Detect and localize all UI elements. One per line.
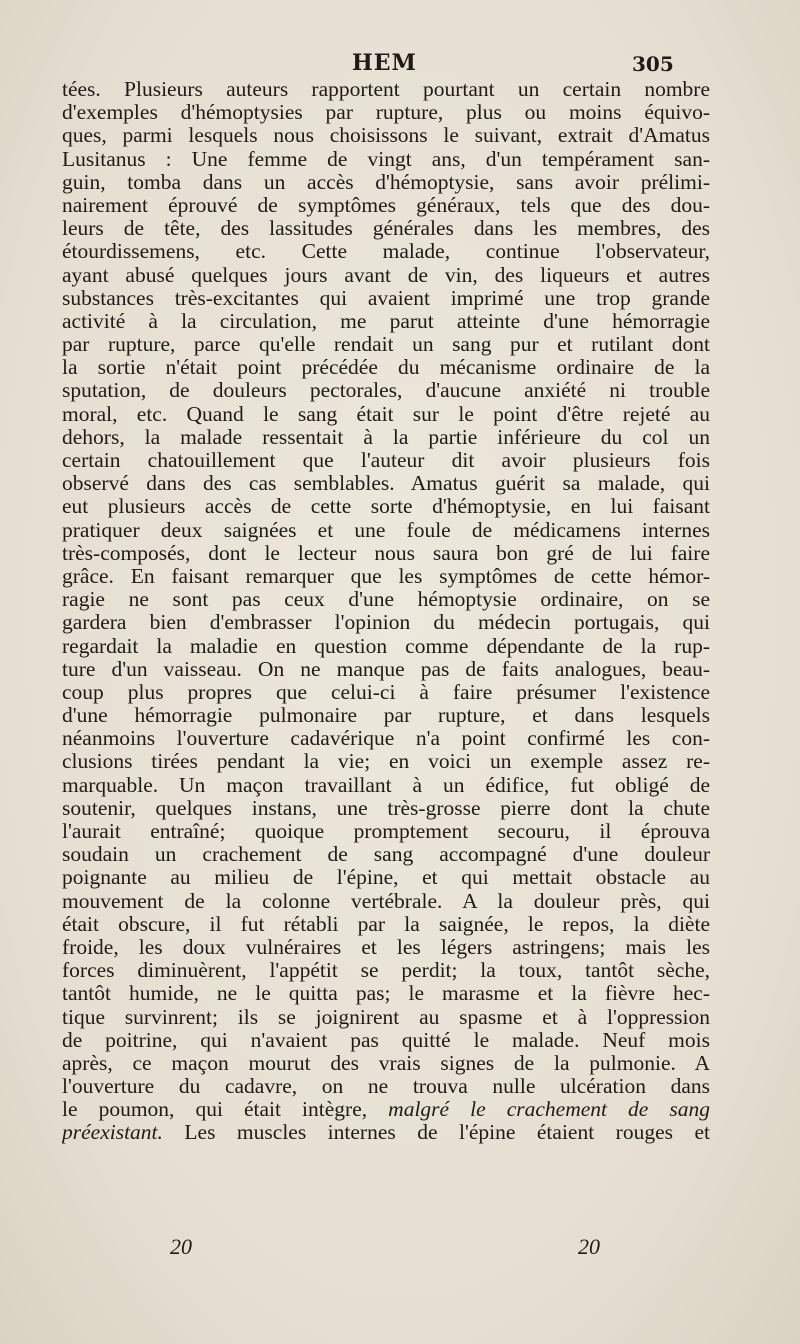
text-line-mixed [62,1098,710,1121]
text-line: guin, tomba dans un accès d'hémoptysie, sans avoir prélimi- [62,170,710,194]
italic-text: malgré le crachement de sang [388,1098,710,1122]
text-line: très-composés, dont le lecteur nous saura bon gré de lui faire [62,541,710,565]
text-line: substances très-excitantes qui avaient imprimé une trop grande [62,286,710,310]
text-line: grâce. En faisant remarquer que les symptômes de cette hémor- [62,564,710,588]
text-line: coup plus propres que celui-ci à faire présumer l'existence [62,680,710,704]
text-line: l'ouverture du cadavre, on ne trouva nulle ulcération dans [62,1075,710,1099]
text-line: activité à la circulation, me parut atteinte d'une hémorragie [62,309,710,333]
text-line: soutenir, quelques instans, une très-grosse pierre dont la chute [62,796,710,820]
text-line: clusions tirées pendant la vie; en voici un exemple assez re- [62,750,710,774]
text-line: de poitrine, qui n'avaient pas quitté le malade. Neuf mois [62,1028,710,1052]
text-line: observé dans des cas semblables. Amatus guérit sa malade, qui [62,472,710,496]
text-line: pratiquer deux saignées et une foule de médicamens internes [62,518,710,542]
text-line-mixed [62,1121,710,1144]
italic-text: préexistant. [62,1121,163,1145]
text-line: la sortie n'était point précédée du mécanisme ordinaire de la [62,356,710,380]
text-line: l'aurait entraîné; quoique promptement secouru, il éprouva [62,820,710,843]
text-line: était obscure, il fut rétabli par la saignée, le repos, la diète [62,912,710,936]
page-number: 305 [632,52,674,76]
text-line: froide, les doux vulnéraires et les légers astringens; mais les [62,935,710,959]
text-line: dehors, la malade ressentait à la partie inférieure du col un [62,425,710,449]
text-line: néanmoins l'ouverture cadavérique n'a point confirmé les con- [62,727,710,751]
text-line: après, ce maçon mourut des vrais signes de la pulmonie. A [62,1051,710,1075]
text-line: leurs de tête, des lassitudes générales dans les membres, des [62,217,710,241]
text-line: eut plusieurs accès de cette sorte d'hémoptysie, en lui faisant [62,495,710,519]
text-line: tées. Plusieurs auteurs rapportent pourtant un certain nombre [62,78,710,101]
text-line: Lusitanus : Une femme de vingt ans, d'un tempérament san- [62,147,710,171]
text-span: le poumon, qui était intègre, [62,1098,389,1122]
text-span: Les muscles internes de l'épine étaient rouges et [162,1121,710,1145]
text-line: regardait la maladie en question comme dépendante de la rup- [62,634,710,658]
text-line: ture d'un vaisseau. On ne manque pas de faits analogues, beau- [62,657,710,681]
text-line: nairement éprouvé de symptômes généraux, tels que des dou- [62,193,710,217]
text-line: étourdissemens, etc. Cette malade, continue l'observateur, [62,240,710,264]
text-line: ayant abusé quelques jours avant de vin, des liqueurs et autres [62,263,710,287]
text-line: ques, parmi lesquels nous choisissons le suivant, extrait d'Amatus [62,124,710,148]
text-line: sputation, de douleurs pectorales, d'aucune anxiété ni trouble [62,379,710,403]
running-title: HEM [352,50,417,76]
signature-mark-right: 20 [578,1234,600,1259]
text-line: tique survinrent; ils se joignirent au spasme et à l'oppression [62,1005,710,1029]
text-line: certain chatouillement que l'auteur dit avoir plusieurs fois [62,449,710,472]
text-line: poignante au milieu de l'épine, et qui mettait obstacle au [62,866,710,890]
text-line: d'une hémorragie pulmonaire par rupture, et dans lesquels [62,704,710,728]
body-text [62,78,710,1145]
text-line: soudain un crachement de sang accompagné d'une douleur [62,843,710,867]
text-line: mouvement de la colonne vertébrale. A la douleur près, qui [62,889,710,913]
signature-mark-left: 20 [170,1234,192,1259]
text-line: marquable. Un maçon travaillant à un édifice, fut obligé de [62,773,710,797]
text-line: tantôt humide, ne le quitta pas; le marasme et la fièvre hec- [62,982,710,1006]
text-line: moral, etc. Quand le sang était sur le point d'être rejeté au [62,402,710,426]
text-line: d'exemples d'hémoptysies par rupture, plus ou moins équivo- [62,101,710,125]
running-head [0,44,800,76]
text-line: par rupture, parce qu'elle rendait un sang pur et rutilant dont [62,333,710,357]
text-line: forces diminuèrent, l'appétit se perdit; la toux, tantôt sèche, [62,959,710,983]
text-line: gardera bien d'embrasser l'opinion du médecin portugais, qui [62,611,710,635]
text-line: ragie ne sont pas ceux d'une hémoptysie ordinaire, on se [62,588,710,612]
